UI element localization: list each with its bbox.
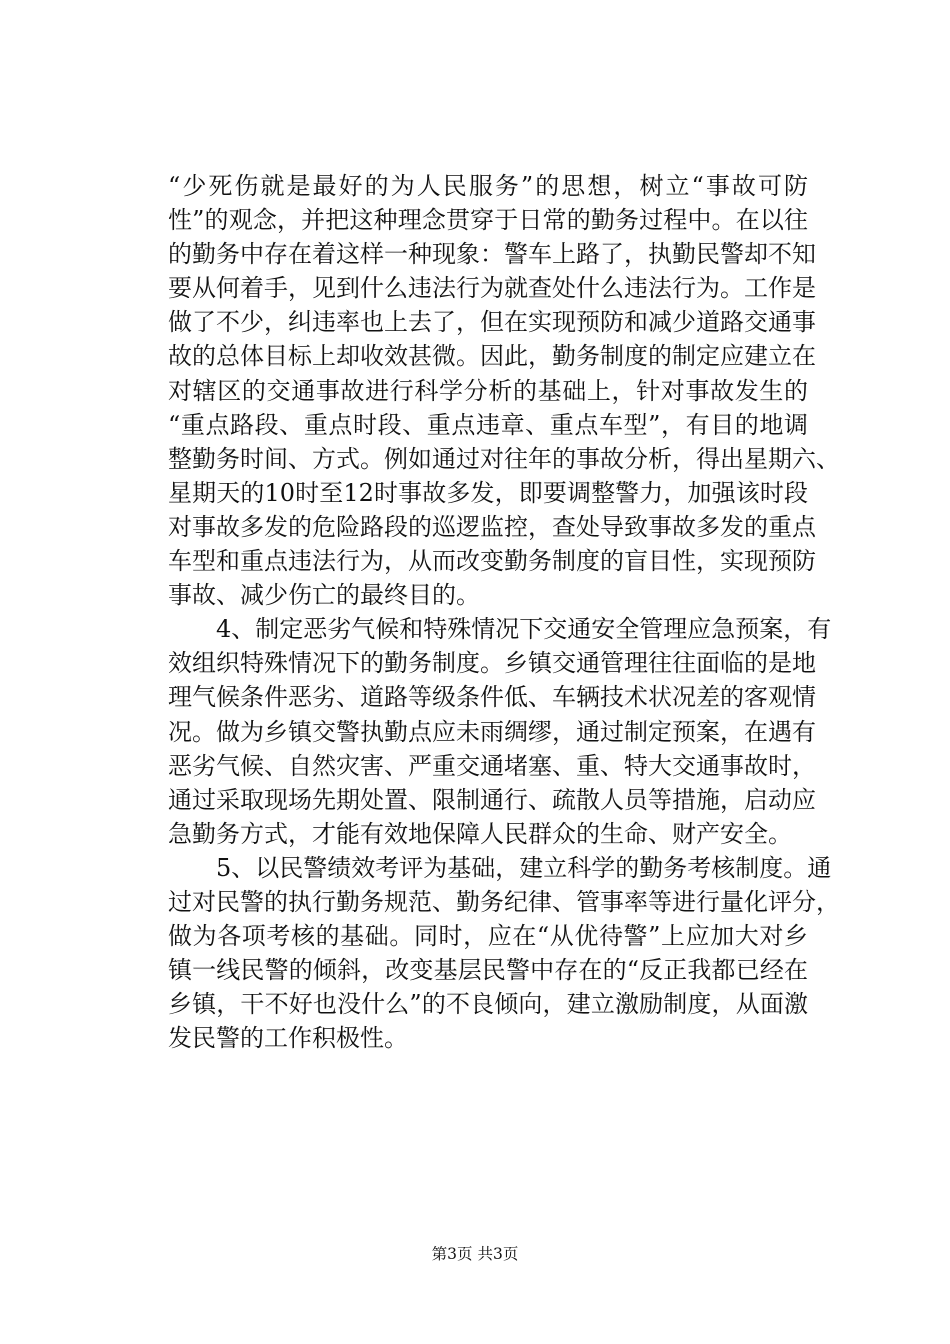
text-line: 效组织特殊情况下的勤务制度。乡镇交通管理往往面临的是地 [168, 649, 816, 678]
text-line: 过对民警的执行勤务规范、勤务纪律、管事率等进行量化评分， [168, 887, 840, 916]
text-line: 整勤务时间、方式。例如通过对往年的事故分析，得出星期六、 [168, 444, 840, 473]
text-line: 乡镇，干不好也没什么”的不良倾向，建立激励制度，从面激 [168, 990, 808, 1019]
page-number: 第3页 共3页 [431, 1245, 519, 1263]
text-line: 星期天的10时至12时事故多发，即要调整警力，加强该时段 [168, 478, 808, 507]
text-line: “少死伤就是最好的为人民服务”的思想，树立“事故可防 [168, 172, 808, 200]
text-line: 事故、减少伤亡的最终目的。 [168, 581, 480, 610]
text-line: 镇一线民警的倾斜，改变基层民警中存在的“反正我都已经在 [168, 956, 808, 985]
text-line: 故的总体目标上却收效甚微。因此，勤务制度的制定应建立在 [168, 342, 816, 371]
text-line: 理气候条件恶劣、道路等级条件低、车辆技术状况差的客观情 [168, 683, 816, 712]
text-line: 做了不少，纠违率也上去了，但在实现预防和减少道路交通事 [168, 308, 816, 337]
text-line: 4、制定恶劣气候和特殊情况下交通安全管理应急预案，有 [168, 615, 832, 644]
text-line: 性”的观念，并把这种理念贯穿于日常的勤务过程中。在以往 [168, 206, 808, 235]
text-line: 急勤务方式，才能有效地保障人民群众的生命、财产安全。 [168, 819, 792, 848]
text-line: 通过采取现场先期处置、限制通行、疏散人员等措施，启动应 [168, 785, 816, 814]
text-line: 发民警的工作积极性。 [168, 1024, 408, 1053]
text-line: 做为各项考核的基础。同时，应在“从优待警”上应加大对乡 [168, 922, 808, 951]
text-line: 恶劣气候、自然灾害、严重交通堵塞、重、特大交通事故时， [168, 751, 816, 780]
text-line: 况。做为乡镇交警执勤点应未雨绸缪，通过制定预案，在遇有 [168, 717, 816, 746]
text-line: 要从何着手，见到什么违法行为就查处什么违法行为。工作是 [168, 274, 816, 303]
text-line: 对事故多发的危险路段的巡逻监控，查处导致事故多发的重点 [168, 512, 816, 541]
text-line: 5、以民警绩效考评为基础，建立科学的勤务考核制度。通 [168, 853, 832, 882]
page-footer [0, 1242, 950, 1266]
body-text [168, 169, 840, 1055]
text-line: 的勤务中存在着这样一种现象：警车上路了，执勤民警却不知 [168, 240, 816, 269]
text-line: 车型和重点违法行为，从而改变勤务制度的盲目性，实现预防 [168, 547, 816, 576]
text-line: 对辖区的交通事故进行科学分析的基础上，针对事故发生的 [168, 376, 808, 405]
text-line: “重点路段、重点时段、重点违章、重点车型”，有目的地调 [168, 410, 808, 439]
